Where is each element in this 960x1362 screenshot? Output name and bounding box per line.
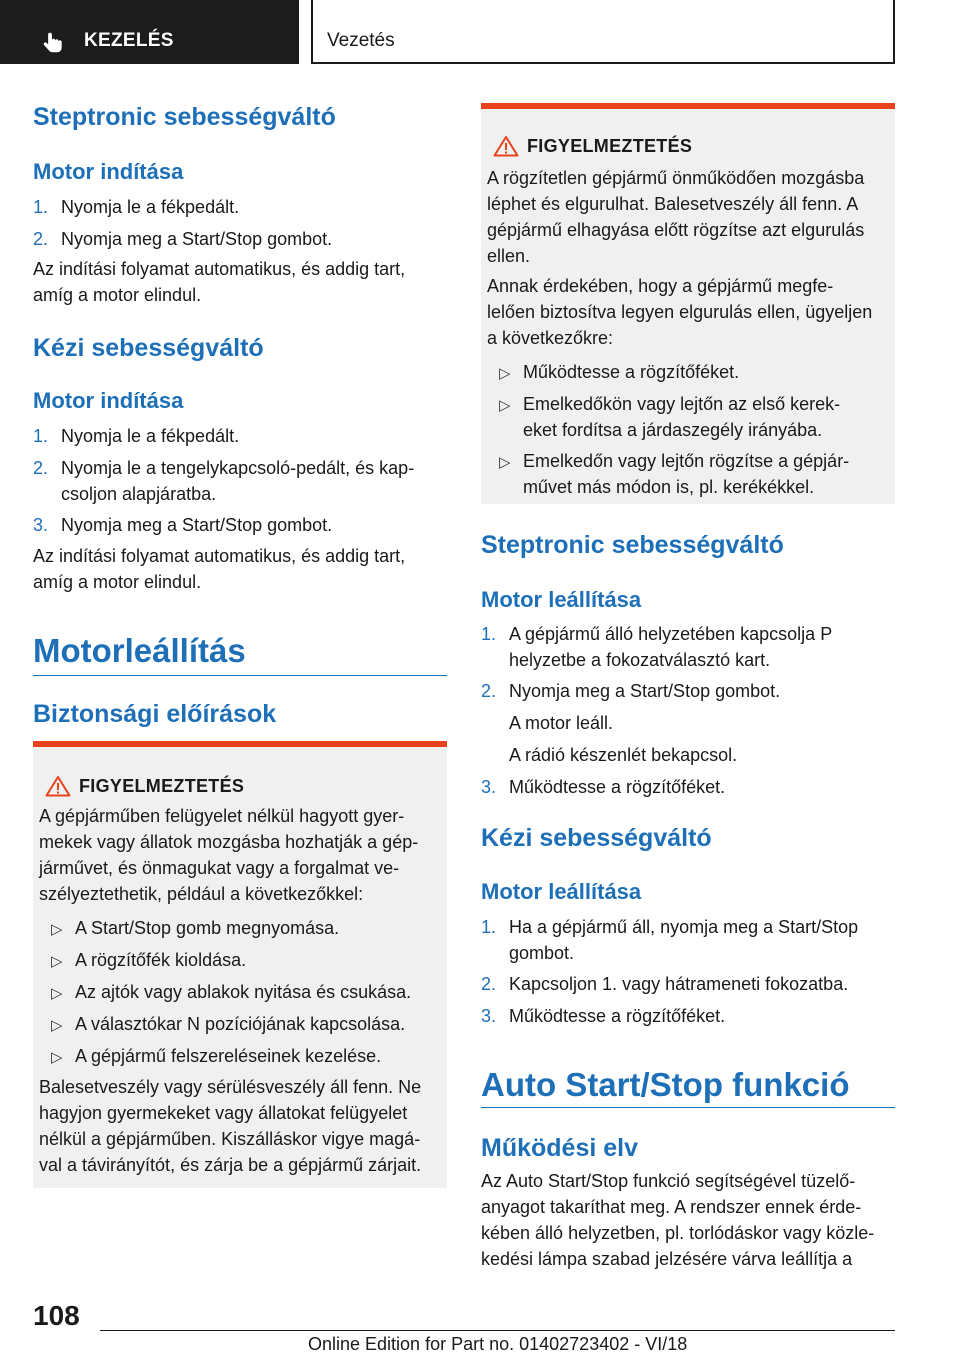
bullet-triangle-icon: ▷ xyxy=(499,454,511,471)
step-text: Nyomja meg a Start/Stop gombot. xyxy=(61,515,333,535)
heading-manual-gearbox: Kézi sebességváltó xyxy=(481,824,712,852)
section-tab xyxy=(311,0,895,64)
bullet-text: A gépjármű felszereléseinek kezelése. xyxy=(75,1046,382,1066)
step-number: 1. xyxy=(481,624,497,644)
heading-auto-start-stop: Auto Start/Stop funkció xyxy=(481,1066,850,1103)
text-line: val a távirányítót, és zárja be a gépjármű zárjait. xyxy=(39,1155,422,1175)
list-item xyxy=(481,621,895,673)
warning-title: FIGYELMEZTETÉS xyxy=(79,776,245,796)
heading-safety: Biztonsági előírások xyxy=(33,700,277,728)
bullet-text: eket fordítsa a járdaszegély irányába. xyxy=(523,420,823,440)
bullet-triangle-icon: ▷ xyxy=(51,1017,63,1034)
heading-rule xyxy=(481,1107,895,1108)
step-text: Ha a gépjármű áll, nyomja meg a Start/Stop xyxy=(509,917,859,937)
section-label: Vezetés xyxy=(327,30,395,51)
bullet-triangle-icon: ▷ xyxy=(499,365,511,382)
warning-title: FIGYELMEZTETÉS xyxy=(527,136,693,156)
hand-pointer-icon xyxy=(40,30,66,56)
heading-steptronic: Steptronic sebességváltó xyxy=(481,531,784,559)
list-item xyxy=(481,774,895,800)
text-line: szélyeztethetik, például a következőkkel: xyxy=(39,884,364,904)
step-number: 3. xyxy=(481,777,497,797)
step-number: 2. xyxy=(33,458,49,478)
text-line: a következőkre: xyxy=(487,328,614,348)
bullet-triangle-icon: ▷ xyxy=(51,985,63,1002)
text-line: Az Auto Start/Stop funkció segítségével tüzelő- xyxy=(481,1171,856,1191)
subheading-motor-stop: Motor leállítása xyxy=(481,587,642,612)
paragraph xyxy=(33,543,447,595)
bullet-text: művet más módon is, pl. kerékékkel. xyxy=(523,477,815,497)
step-text: A gépjármű álló helyzetében kapcsolja P xyxy=(509,624,833,644)
step-text: A motor leáll. xyxy=(509,713,614,733)
bullet-triangle-icon: ▷ xyxy=(51,1049,63,1066)
chapter-label: KEZELÉS xyxy=(84,30,174,51)
bullet-text: A választókar N pozíciójának kapcsolása. xyxy=(75,1014,406,1034)
list-item xyxy=(33,512,447,538)
bullet-triangle-icon: ▷ xyxy=(51,953,63,970)
step-text: Nyomja meg a Start/Stop gombot. xyxy=(509,681,781,701)
text-line: amíg a motor elindul. xyxy=(33,572,202,592)
bullet-text: Emelkedőkön vagy lejtőn az első kerek- xyxy=(523,394,841,414)
list-item xyxy=(33,455,447,507)
bullet-triangle-icon: ▷ xyxy=(51,921,63,938)
edition-text: Online Edition for Part no. 01402723402 - VI/18 xyxy=(308,1334,688,1354)
bullet-text: Emelkedőn vagy lejtőn rögzítse a gépjár- xyxy=(523,451,850,471)
bullet-text: A rögzítőfék kioldása. xyxy=(75,950,247,970)
step-text: helyzetbe a fokozatválasztó kart. xyxy=(509,650,771,670)
text-line: léphet és elgurulhat. Balesetveszély áll fenn. A xyxy=(487,194,859,214)
step-number: 1. xyxy=(33,426,49,446)
subheading-motor-stop: Motor leállítása xyxy=(481,879,642,904)
text-line: Az indítási folyamat automatikus, és addig tart, xyxy=(33,546,406,566)
text-line: gépjármű elhagyása előtt rögzítse azt elgurulás xyxy=(487,220,865,240)
text-line: amíg a motor elindul. xyxy=(33,285,202,305)
list-item xyxy=(481,971,895,997)
list-item xyxy=(481,914,895,966)
warning-triangle-icon xyxy=(45,775,71,797)
step-number: 2. xyxy=(481,681,497,701)
list-item xyxy=(33,194,447,220)
text-line: mekek vagy állatok mozgásba hozhatják a gép- xyxy=(39,832,419,852)
step-number: 1. xyxy=(481,917,497,937)
text-line: járművet, és önmagukat vagy a forgalmat ve- xyxy=(39,858,400,878)
step-number: 3. xyxy=(481,1006,497,1026)
text-line: lelően biztosítva legyen elgurulás ellen, ügyeljen xyxy=(487,302,873,322)
step-text: csoljon alapjáratba. xyxy=(61,484,217,504)
text-line: Az indítási folyamat automatikus, és addig tart, xyxy=(33,259,406,279)
paragraph xyxy=(33,256,447,308)
text-line: kedési lámpa szabad jelzésére várva leállítja a xyxy=(481,1249,853,1269)
text-line: ellen. xyxy=(487,246,531,266)
text-line: anyagot takaríthat meg. A rendszer ennek érde- xyxy=(481,1197,862,1217)
text-line: Annak érdekében, hogy a gépjármű megfe- xyxy=(487,276,834,296)
step-text: Működtesse a rögzítőféket. xyxy=(509,1006,726,1026)
heading-principle: Működési elv xyxy=(481,1134,638,1162)
list-item xyxy=(33,226,447,252)
heading-motor-stop: Motorleállítás xyxy=(33,632,246,669)
step-text: Nyomja le a fékpedált. xyxy=(61,426,240,446)
footer-rule xyxy=(100,1330,895,1331)
step-number: 2. xyxy=(33,229,49,249)
text-line: A gépjárműben felügyelet nélkül hagyott gyer- xyxy=(39,806,405,826)
text-line: hagyjon gyermekeket vagy állatokat felügyelet xyxy=(39,1103,408,1123)
list-item xyxy=(33,423,447,449)
subheading-motor-start: Motor indítása xyxy=(33,388,184,413)
warning-box xyxy=(481,103,895,504)
step-text: A rádió készenlét bekapcsol. xyxy=(509,745,738,765)
warning-triangle-icon xyxy=(493,135,519,157)
step-text: gombot. xyxy=(509,943,575,963)
step-number: 1. xyxy=(33,197,49,217)
chapter-tab xyxy=(0,0,299,64)
list-item xyxy=(481,710,895,736)
text-line: A rögzítetlen gépjármű önműködően mozgásba xyxy=(487,168,865,188)
bullet-text: Az ajtók vagy ablakok nyitása és csukása. xyxy=(75,982,412,1002)
bullet-text: A Start/Stop gomb megnyomása. xyxy=(75,918,340,938)
bullet-text: Működtesse a rögzítőféket. xyxy=(523,362,740,382)
warning-box xyxy=(33,741,447,1188)
step-text: Nyomja le a fékpedált. xyxy=(61,197,240,217)
step-number: 2. xyxy=(481,974,497,994)
list-item xyxy=(481,678,895,704)
text-line: Balesetveszély vagy sérülésveszély áll fenn. Ne xyxy=(39,1077,422,1097)
text-line: nélkül a gépjárműben. Kiszálláskor vigye magá- xyxy=(39,1129,421,1149)
bullet-triangle-icon: ▷ xyxy=(499,397,511,414)
step-number: 3. xyxy=(33,515,49,535)
heading-manual-gearbox: Kézi sebességváltó xyxy=(33,334,264,362)
heading-steptronic: Steptronic sebességváltó xyxy=(33,103,336,131)
list-item xyxy=(481,742,895,768)
heading-rule xyxy=(33,675,447,676)
page-number: 108 xyxy=(33,1300,80,1331)
step-text: Működtesse a rögzítőféket. xyxy=(509,777,726,797)
step-text: Nyomja le a tengelykapcsoló-pedált, és kap- xyxy=(61,458,415,478)
step-text: Kapcsoljon 1. vagy hátrameneti fokozatba. xyxy=(509,974,849,994)
step-text: Nyomja meg a Start/Stop gombot. xyxy=(61,229,333,249)
paragraph xyxy=(481,1168,895,1272)
text-line: kében álló helyzetben, pl. torlódáskor vagy közle- xyxy=(481,1223,875,1243)
list-item xyxy=(481,1003,895,1029)
subheading-motor-start: Motor indítása xyxy=(33,159,184,184)
